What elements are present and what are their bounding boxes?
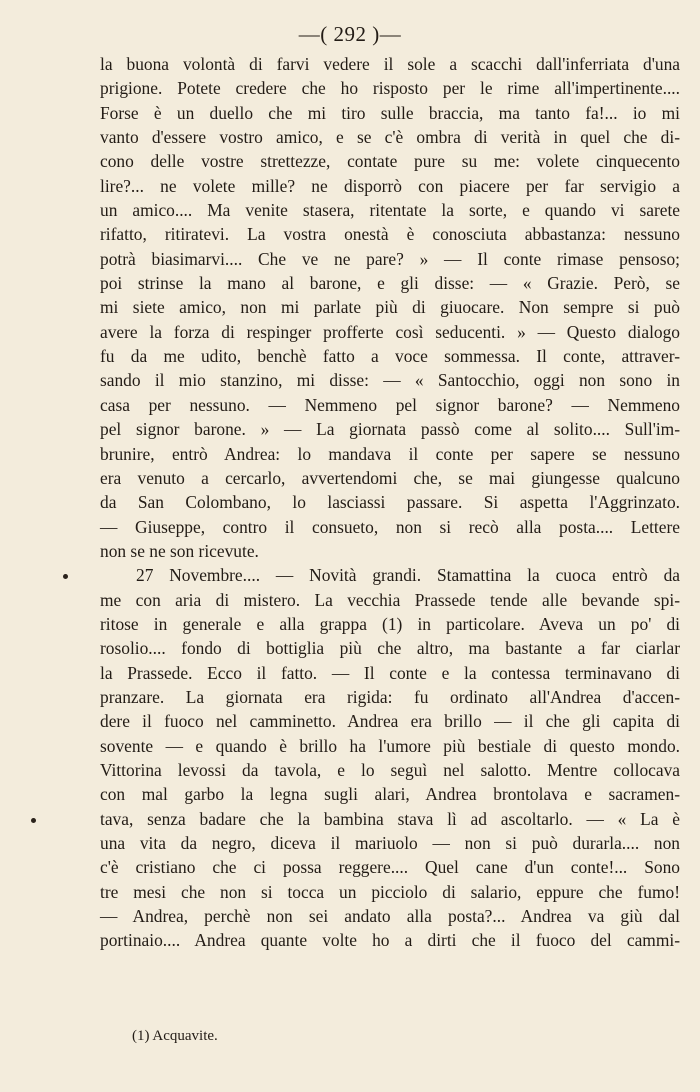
text-line: con mal garbo la legna sugli alari, Andrea brontolava e sacramen- <box>100 784 680 805</box>
page-number-header: —( 292 )— <box>298 22 402 46</box>
paragraph-start-line: 27 Novembre.... — Novità grandi. Stamattina la cuoca entrò da <box>136 565 680 586</box>
text-line: non se ne son ricevute. <box>100 540 259 561</box>
text-line: Vittorina levossi da tavola, e lo seguì nel salotto. Mentre collocava <box>100 759 680 780</box>
footnote: (1) Acquavite. <box>132 1028 218 1044</box>
text-line: pel signor barone. » — La giornata passò come al solito.... Sull'im- <box>100 419 680 440</box>
text-line: avere la forza di respinger profferte così seducenti. » — Questo dialogo <box>100 321 680 342</box>
text-line: potrà biasimarvi.... Che ve ne pare? » — Il conte rimase pensoso; <box>100 248 680 269</box>
text-line: prigione. Potete credere che ho risposto per le rime all'impertinente.... <box>100 78 680 99</box>
text-line: tava, senza badare che la bambina stava lì ad ascoltarlo. — « La è <box>100 808 680 829</box>
text-line: dere il fuoco nel camminetto. Andrea era brillo — il che gli capita di <box>100 711 680 732</box>
text-line: la Prassede. Ecco il fatto. — Il conte e la contessa terminavano di <box>100 662 680 683</box>
text-line: un amico.... Ma venite stasera, ritentate la sorte, e quando vi sarete <box>100 200 680 221</box>
text-line: me con aria di mistero. La vecchia Prassede tende alle bevande spi- <box>100 589 680 610</box>
text-line: rifatto, ritiratevi. La vostra onestà è conosciuta abbastanza: nessuno <box>100 224 680 245</box>
text-line: pranzare. La giornata era rigida: fu ordinato all'Andrea d'accen- <box>100 686 680 707</box>
text-line: Forse è un duello che mi tiro sulle braccia, ma tanto fa!... io mi <box>100 102 680 123</box>
text-line: brunire, entrò Andrea: lo mandava il conte per sapere se nessuno <box>100 443 680 464</box>
text-line: mi siete amico, non mi parlate più di giuocare. Non sempre si può <box>100 297 680 318</box>
text-line: da San Colombano, lo lasciassi passare. Si aspetta l'Aggrinzato. <box>100 492 680 513</box>
text-line: cono delle vostre strettezze, contate pure su me: volete cinquecento <box>100 151 680 172</box>
text-line: — Giuseppe, contro il consueto, non si recò alla posta.... Lettere <box>100 516 680 537</box>
text-line: — Andrea, perchè non sei andato alla posta?... Andrea va giù dal <box>100 906 680 927</box>
text-line: sovente — e quando è brillo ha l'umore più bestiale di questo mondo. <box>100 735 680 756</box>
text-line: vanto d'essere vostro amico, e se c'è ombra di verità in quel che di- <box>100 127 680 148</box>
margin-ink-dot <box>31 818 36 823</box>
text-line: c'è cristiano che ci possa reggere.... Quel cane d'un conte!... Sono <box>100 857 680 878</box>
text-line: la buona volontà di farvi vedere il sole a scacchi dall'inferriata d'una <box>100 54 680 74</box>
text-line: era venuto a cercarlo, avvertendomi che, se mai giungesse qualcuno <box>100 467 680 488</box>
text-line: sando il mio stanzino, mi disse: — « Santocchio, oggi non sono in <box>100 370 680 391</box>
margin-ink-dot <box>63 574 68 579</box>
text-line: casa per nessuno. — Nemmeno pel signor barone? — Nemmeno <box>100 394 680 415</box>
text-line: ritose in generale e alla grappa (1) in particolare. Aveva un po' di <box>100 613 680 634</box>
text-line: tre mesi che non si tocca un picciolo di salario, eppure che fumo! <box>100 881 680 902</box>
text-line: portinaio.... Andrea quante volte ho a dirti che il fuoco del cammi- <box>100 930 680 951</box>
text-line: rosolio.... fondo di bottiglia più che altro, ma bastante a far ciarlar <box>100 638 680 659</box>
text-line: una vita da negro, diceva il mariuolo — non si può durarla.... non <box>100 833 680 853</box>
text-line: fu da me udito, benchè fatto a voce sommessa. Il conte, attraver- <box>100 346 680 367</box>
text-line: lire?... ne volete mille? ne disporrò con piacere per far servigio a <box>100 175 680 196</box>
body-text <box>100 52 680 953</box>
text-line: poi strinse la mano al barone, e gli disse: — « Grazie. Però, se <box>100 273 680 294</box>
